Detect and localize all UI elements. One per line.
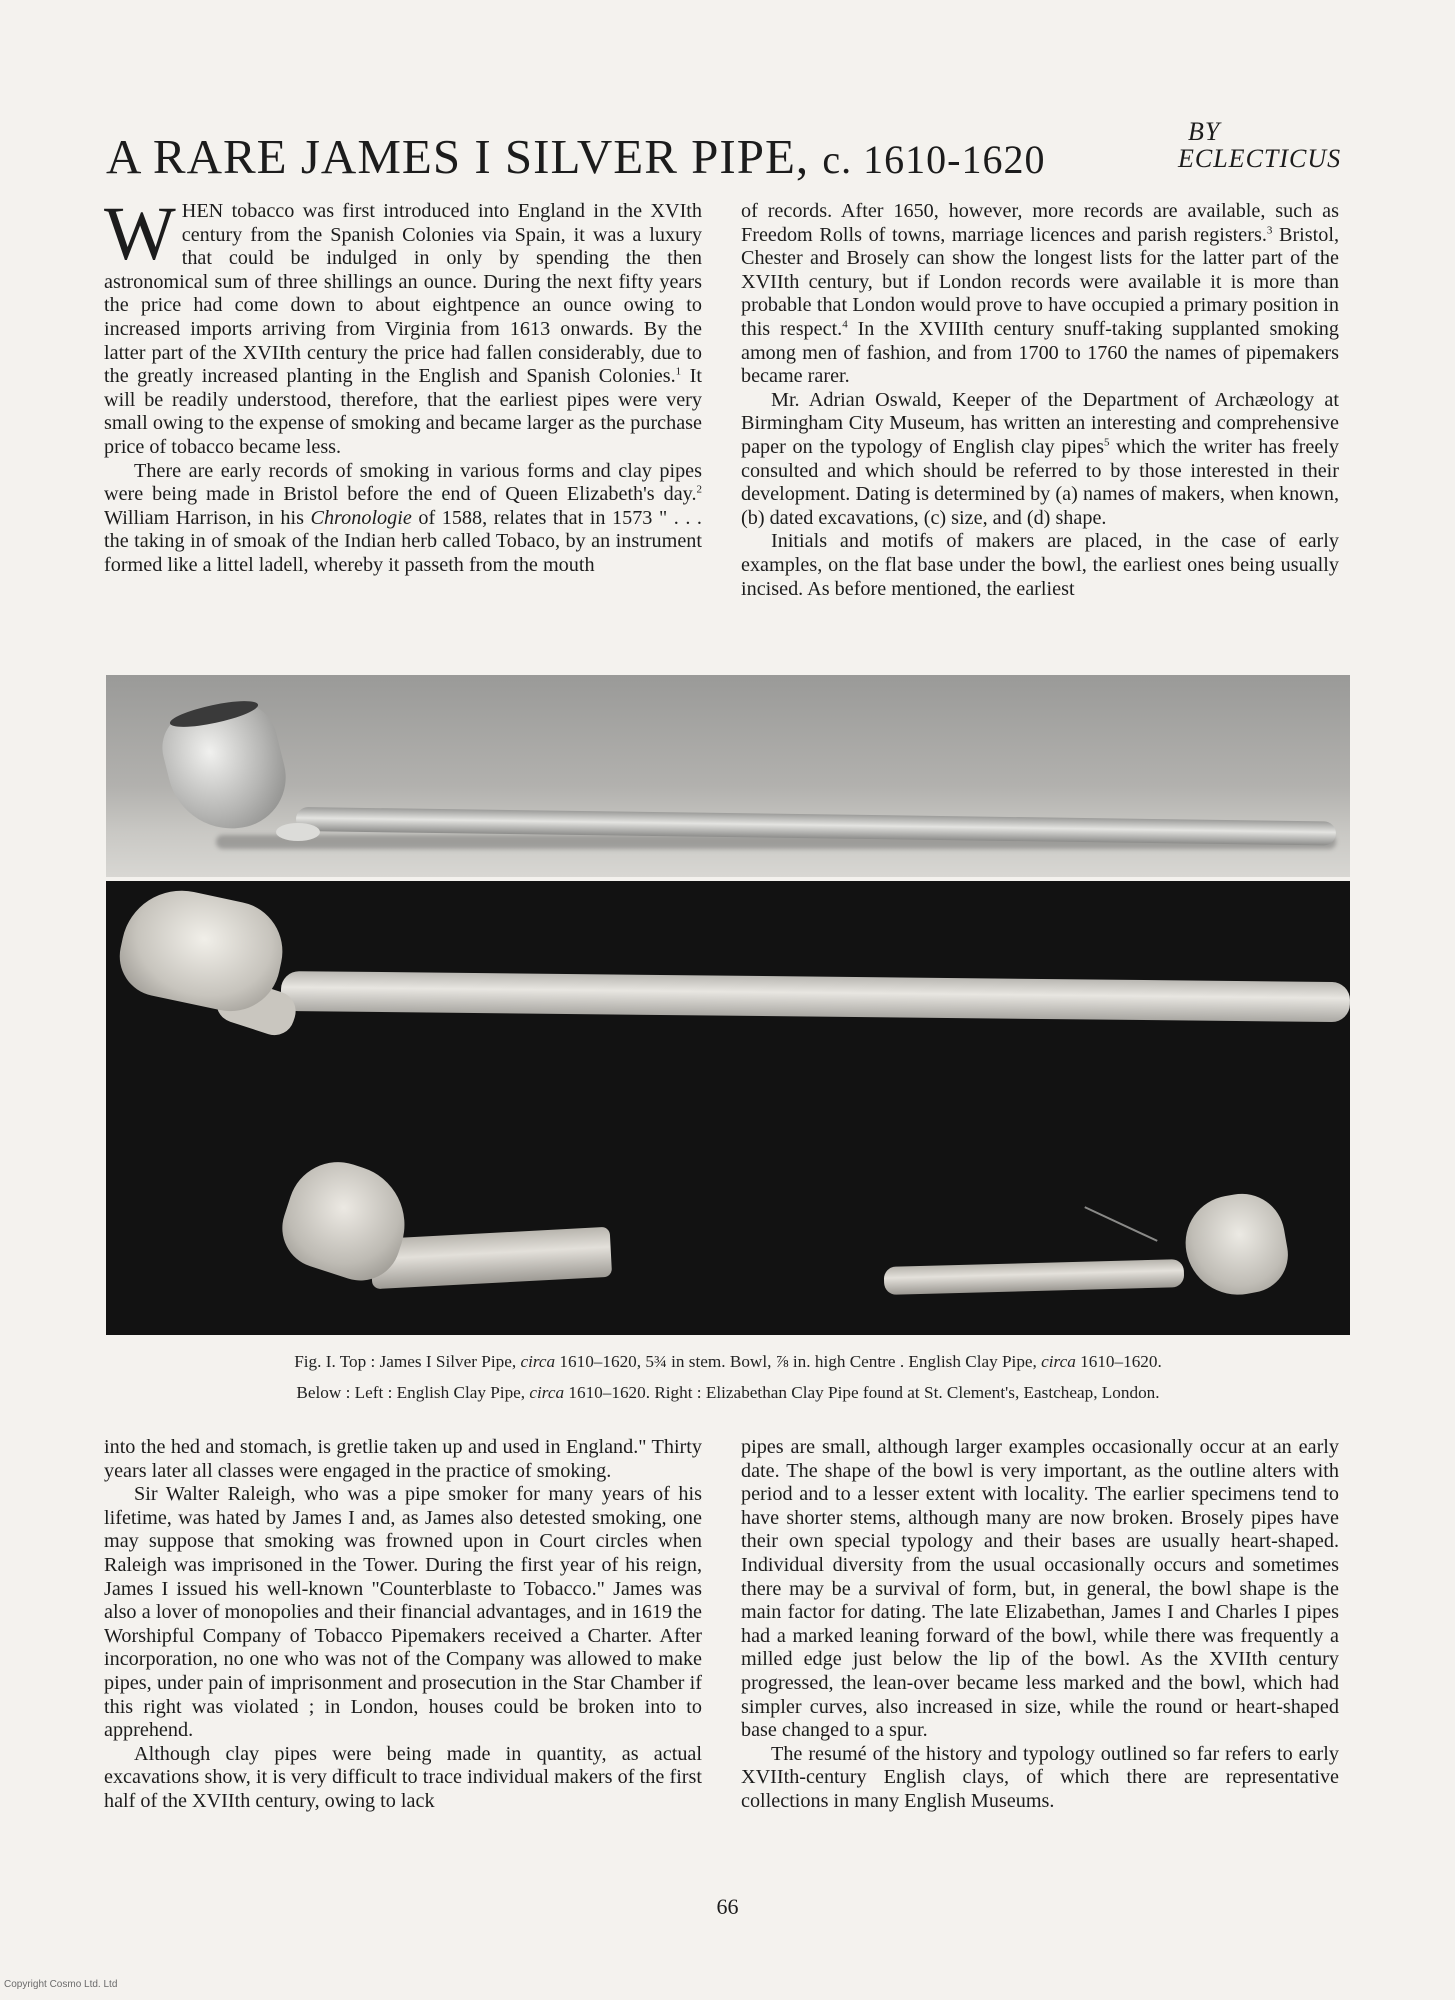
figure-pipes <box>106 675 1350 1335</box>
paragraph: Initials and motifs of makers are placed, in the case of early examples, on the flat base under the bowl, the earliest ones being usually incised. As before mentioned, the earliest <box>741 530 1339 600</box>
paragraph: Mr. Adrian Oswald, Keeper of the Department of Archæology at Birmingham City Museum, has written an interesting and comprehensive paper on the typology of English clay pipes$^5$ which the writer has freely consulted and which should be referred to by those interested in their development. Dating is determined by (a) names of makers, when known, (b) dated excavations, (c) size, and (d) shape. <box>741 388 1339 529</box>
photo-silver-pipe <box>106 675 1350 877</box>
paragraph: pipes are small, although larger examples occasionally occur at an early date. The shape of the bowl is very important, as the outline alters with period and to a lesser extent with locality. The earlier specimens tend to have shorter stems, although many are now broken. Brosely pipes have their own special typology and their bases are usually heart-shaped. Individual diversity from the usual occasionally occurs and sometimes there may be a survival of form, but, in general, the bowl shape is the main factor for dating. The late Elizabethan, James I and Charles I pipes had a marked leaning forward of the bowl, while there was frequently a milled edge just below the lip of the bowl. As the XVIIth century progressed, the lean-over became less marked and the bowl, which had simpler curves, also increased in size, while the round or heart-shaped base changed to a spur. <box>741 1436 1339 1742</box>
footnote-ref: 5 <box>1103 436 1110 449</box>
byline <box>1178 118 1348 172</box>
text-column-bottom-right <box>741 1436 1339 1814</box>
page-number: 66 <box>716 1894 739 1919</box>
footnote-ref: 3 <box>1266 223 1273 236</box>
text-column-top-right <box>741 200 1339 601</box>
paragraph: into the hed and stomach, is gretlie taken up and used in England." Thirty years later all classes were engaged in the practice of smoking. <box>104 1436 702 1482</box>
drop-cap: W <box>104 192 176 276</box>
footnote-ref: 4 <box>842 318 848 331</box>
article-title: A RARE JAMES I SILVER PIPE, c. 1610-1620 <box>106 129 1046 184</box>
silver-pipe-spur <box>276 823 320 841</box>
byline-author: ECLECTICUS <box>1178 144 1342 173</box>
paragraph: The resumé of the history and typology outlined so far refers to early XVIIth-century English clays, of which there are representative collections in many English Museums. <box>741 1742 1339 1812</box>
text-column-bottom-left <box>104 1436 702 1814</box>
figure-caption-line-1: Fig. I. Top : James I Silver Pipe, circa 1610–1620, 5¾ in stem. Bowl, ⅞ in. high Centre . English Clay Pipe, circa 1610–1620. <box>294 1352 1162 1371</box>
paragraph: Sir Walter Raleigh, who was a pipe smoker for many years of his lifetime, was hated by James I and, as James also detested smoking, one may suppose that smoking was frowned upon in Court circles when Raleigh was imprisoned in the Tower. During the first year of his reign, James I issued his well-known "Counterblaste to Tobacco." James was also a lover of monopolies and their financial advantages, and in 1619 the Worshipful Company of Tobacco Pipemakers received a Charter. After incorporation, no one who was not of the Company was allowed to make pipes, under pain of imprisonment and prosecution in the Star Chamber if this right was violated ; in London, houses could be broken into to apprehend. <box>104 1483 702 1742</box>
footnote-ref: 1 <box>675 365 682 378</box>
text-column-top-left <box>104 192 702 578</box>
paragraph: Although clay pipes were being made in quantity, as actual excavations show, it is very difficult to trace individual makers of the first half of the XVIIth century, owing to lack <box>104 1742 702 1812</box>
paragraph: of records. After 1650, however, more records are available, such as Freedom Rolls of towns, marriage licences and parish registers.$^3$ Bristol, Chester and Brosely can show the longest lists for the latter part of the XVIIth century, but if London records were available it is more than probable that London would prove to have occupied a primary position in this respect.$^4$ In the XVIIIth century snuff-taking supplanted smoking among men of fashion, and from 1700 to 1760 the names of pipemakers became rarer. <box>741 200 1339 388</box>
figure-caption-line-2: Below : Left : English Clay Pipe, circa 1610–1620. Right : Elizabethan Clay Pipe found at St. Clement's, Eastcheap, London. <box>296 1383 1160 1402</box>
paragraph: There are early records of smoking in various forms and clay pipes were being made in Bristol before the end of Queen Elizabeth's day.$^2$ William Harrison, in his Chronologie of 1588, relates that in 1573 " . . . the taking in of smoak of the Indian herb called Tobaco, by an instrument formed like a littel ladell, whereby it passeth from the mouth <box>104 459 702 576</box>
title-date: c. 1610-1620 <box>822 137 1046 182</box>
byline-by: BY <box>1188 117 1221 146</box>
copyright-notice: Copyright Cosmo Ltd. Ltd <box>4 1979 118 1990</box>
paragraph: WHEN tobacco was first introduced into England in the XVIth century from the Spanish Colonies via Spain, it was a luxury that could be indulged in only by spending the then astronomical sum of three shillings an ounce. During the next fifty years the price had come down to about eightpence an ounce owing to increased imports arriving from Virginia from 1613 onwards. By the latter part of the XVIIth century the price had fallen considerably, due to the greatly increased planting in the English and Spanish Colonies.$^1$ It will be readily understood, therefore, that the earliest pipes were very small owing to the expense of smoking and became larger as the purchase price of tobacco became less. <box>104 192 702 458</box>
footnote-ref: 2 <box>696 483 702 496</box>
